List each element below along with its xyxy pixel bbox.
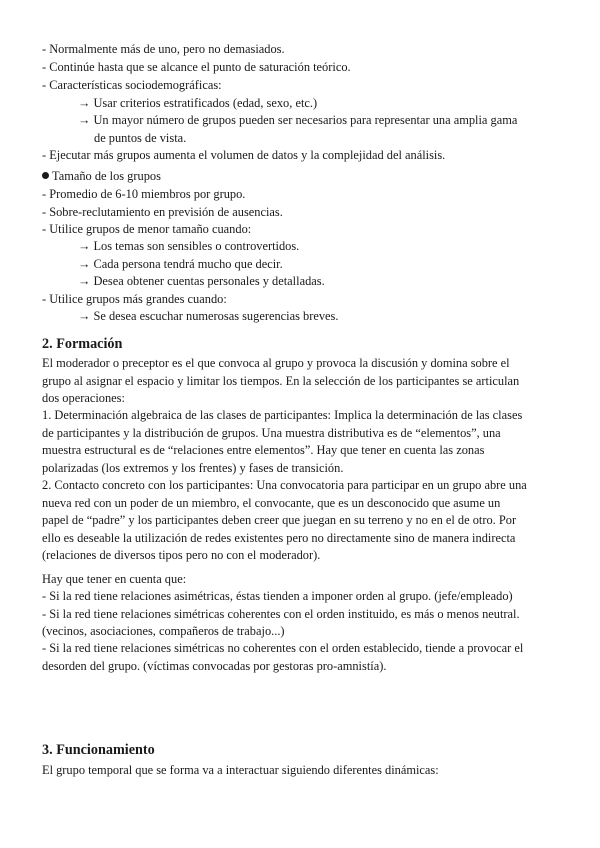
text-line: polarizadas (los extremos y los frentes) y fases de transición. [42, 461, 344, 475]
text-line: → Un mayor número de grupos pueden ser necesarios para representar una amplia gama [78, 113, 518, 127]
text-line: El moderador o preceptor es el que convoca al grupo y provoca la discusión y domina sobre el [42, 356, 510, 370]
text-line: - Características sociodemográficas: [42, 78, 222, 92]
text-line: dos operaciones: [42, 391, 125, 405]
text-line: - Ejecutar más grupos aumenta el volumen de datos y la complejidad del análisis. [42, 148, 446, 162]
text-line: - Sobre-reclutamiento en previsión de ausencias. [42, 205, 283, 219]
text-line: → Desea obtener cuentas personales y detalladas. [78, 274, 325, 288]
text-line: desorden del grupo. (víctimas convocadas por gestoras pro-amnistía). [42, 659, 387, 673]
bullet-heading [42, 168, 161, 185]
text-line: - Utilice grupos más grandes cuando: [42, 292, 227, 306]
text-line: - Si la red tiene relaciones simétricas coherentes con el orden instituido, es más o menos neutral. [42, 607, 520, 621]
text-line: → Usar criterios estratificados (edad, sexo, etc.) [78, 96, 318, 110]
text-line: 2. Contacto concreto con los participantes: Una convocatoria para participar en un grupo abre una [42, 478, 527, 492]
text-line: Hay que tener en cuenta que: [42, 572, 187, 586]
text-line: El grupo temporal que se forma va a interactuar siguiendo diferentes dinámicas: [42, 763, 439, 777]
text-line: nueva red con un poder de un miembro, el convocante, que es un desconocido que asume un [42, 496, 501, 510]
text-line: → Se desea escuchar numerosas sugerencias breves. [78, 309, 339, 323]
text-line: - Promedio de 6-10 miembros por grupo. [42, 187, 246, 201]
text-line: - Si la red tiene relaciones simétricas no coherentes con el orden establecido, tiende a provocar el [42, 641, 524, 655]
text-line: papel de “padre” y los participantes deben creer que juegan en su terreno y no en el de otro. Por [42, 513, 517, 527]
text-line: de puntos de vista. [94, 131, 187, 145]
text-line: → Cada persona tendrá mucho que decir. [78, 257, 283, 271]
text-line: - Si la red tiene relaciones asimétricas, éstas tienden a imponer orden al grupo. (jefe/empleado) [42, 589, 513, 603]
text-line: de participantes y la distribución de grupos. Una muestra distributiva es de “elementos”, una [42, 426, 501, 440]
text-line: - Utilice grupos de menor tamaño cuando: [42, 222, 252, 236]
text-line: 1. Determinación algebraica de las clases de participantes: Implica la determinación de las clases [42, 408, 523, 422]
text-line: muestra estructural es de “relaciones entre elementos”. Hay que tener en cuenta las zonas [42, 443, 485, 457]
text-line: grupo al asignar el espacio y limitar los tiempos. En la selección de los participantes se articulan [42, 374, 520, 388]
bullet-label: Tamaño de los grupos [52, 169, 161, 183]
text-line: - Normalmente más de uno, pero no demasiados. [42, 42, 285, 56]
text-line: ello es deseable la utilización de redes existentes pero no directamente sino de manera indirecta [42, 531, 516, 545]
text-line: (relaciones de diversos tipos pero no con el moderador). [42, 548, 321, 562]
text-line: - Continúe hasta que se alcance el punto de saturación teórico. [42, 60, 351, 74]
section-heading: 3. Funcionamiento [42, 742, 155, 758]
section-heading: 2. Formación [42, 336, 123, 352]
text-line: (vecinos, asociaciones, compañeros de trabajo...) [42, 624, 285, 638]
text-line: → Los temas son sensibles o controvertidos. [78, 239, 300, 253]
bullet-icon [42, 172, 49, 179]
